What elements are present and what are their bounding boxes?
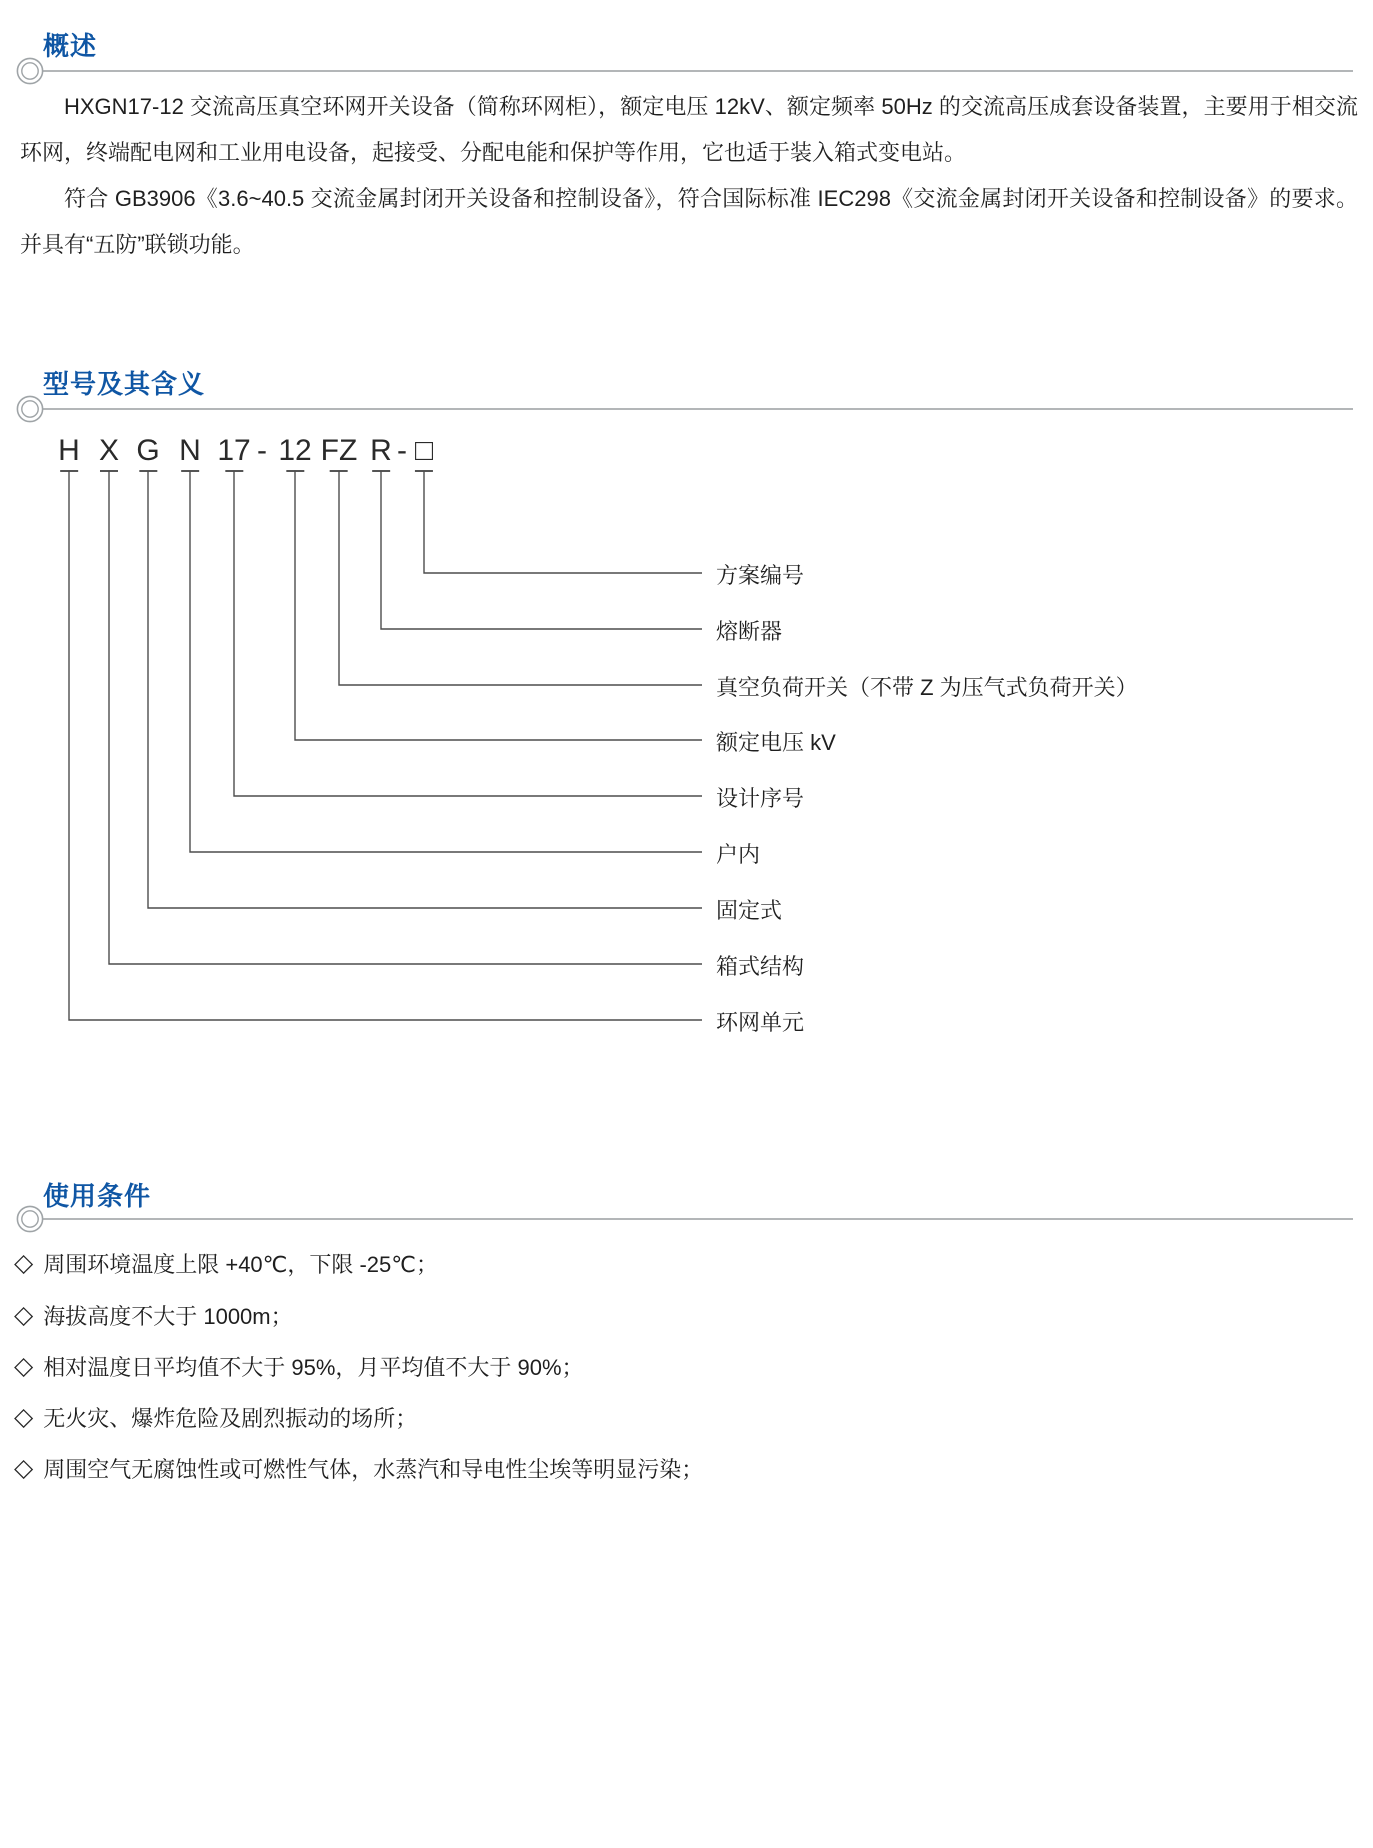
diamond-bullet-icon: ◇ [14,1301,34,1329]
section-rule [30,1218,1353,1220]
section-marker-icon [15,56,45,86]
section-title-conditions: 使用条件 [43,1181,152,1211]
condition-item [14,1248,438,1278]
model-code-label: 额定电压 kV [716,730,836,755]
condition-text: 相对温度日平均值不大于 95%，月平均值不大于 90%； [43,1354,584,1380]
model-code-label: 箱式结构 [716,954,805,979]
model-code-label: 方案编号 [716,563,805,588]
diamond-bullet-icon: ◇ [14,1403,34,1431]
model-code-segment: FZ [320,434,358,467]
section-title-model: 型号及其含义 [43,369,206,399]
model-code-segment: N [179,434,201,467]
condition-text: 海拔高度不大于 1000m； [43,1303,293,1329]
model-code-segment: G [136,434,160,467]
model-code-separator: - [397,434,407,467]
condition-item [14,1300,293,1330]
section-marker-icon [15,394,45,424]
model-code-label: 真空负荷开关（不带 Z 为压气式负荷开关） [716,675,1138,700]
condition-text: 周围环境温度上限 +40℃，下限 -25℃； [43,1251,438,1277]
diamond-bullet-icon: ◇ [14,1454,34,1482]
model-code-segment: 12 [278,434,312,467]
model-code-placeholder-box: □ [414,434,434,467]
model-code-separator: - [257,434,267,467]
condition-text: 周围空气无腐蚀性或可燃性气体，水蒸汽和导电性尘埃等明显污染； [43,1456,704,1482]
overview-body [20,84,1358,268]
model-code-label: 固定式 [716,898,783,923]
model-code-segment: H [58,434,80,467]
section-marker-icon [15,1204,45,1234]
diamond-bullet-icon: ◇ [14,1249,34,1277]
model-code-segment: 17 [217,434,251,467]
overview-paragraph: 符合 GB3906《3.6~40.5 交流金属封闭开关设备和控制设备》，符合国际标准 IEC298《交流金属封闭开关设备和控制设备》的要求。并具有“五防”联锁功能。 [20,186,1358,257]
condition-item [14,1453,703,1483]
model-code-segment: X [98,434,120,467]
model-code-segment: R [370,434,392,467]
section-rule [30,408,1353,410]
model-code-label: 户内 [716,842,761,867]
model-code-label: 设计序号 [716,786,805,811]
condition-item [14,1351,584,1381]
section-rule [30,70,1353,72]
diamond-bullet-icon: ◇ [14,1352,34,1380]
condition-item [14,1402,417,1432]
section-title-overview: 概述 [43,31,98,61]
condition-text: 无火灾、爆炸危险及剧烈振动的场所； [43,1405,418,1431]
overview-paragraph: HXGN17-12 交流高压真空环网开关设备（简称环网柜），额定电压 12kV、额定频率 50Hz 的交流高压成套设备装置，主要用于相交流环网，终端配电网和工业用电设备，起接受、分配电能和保护等作用，它也适于装入箱式变电站。 [20,94,1358,165]
model-code-label: 熔断器 [716,619,783,644]
model-code-label: 环网单元 [716,1010,805,1035]
